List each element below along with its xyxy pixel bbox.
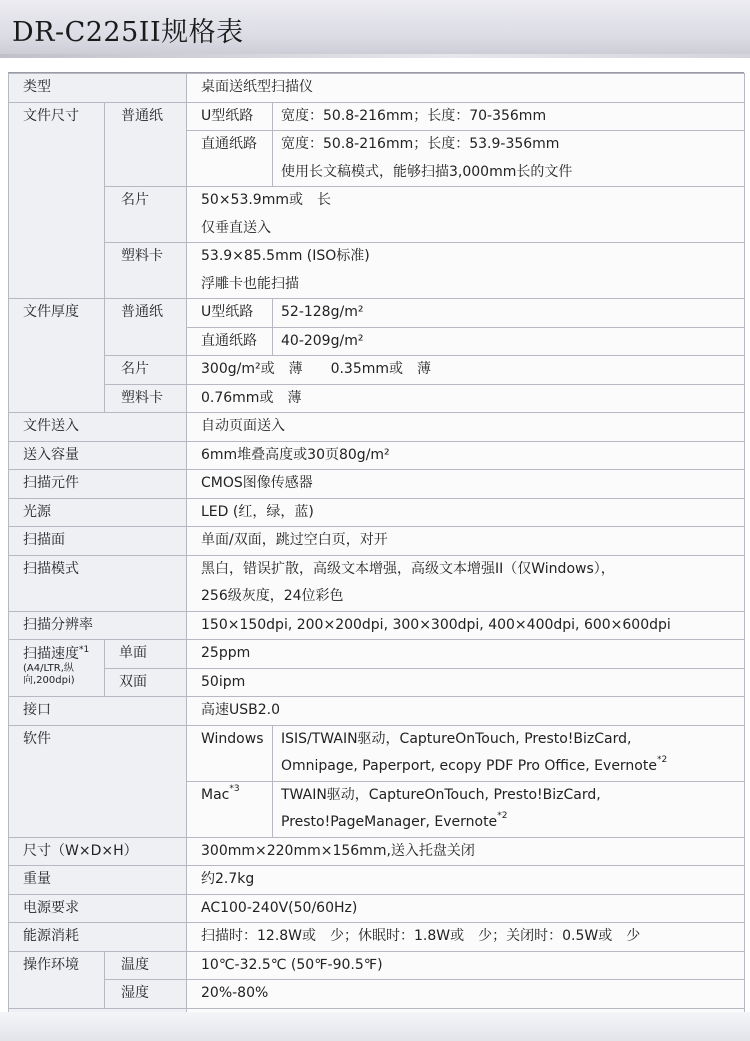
- label-env-temp: 温度: [105, 951, 187, 980]
- value-dimension: 300mm×220mm×156mm,送入托盘关闭: [187, 837, 745, 866]
- label-sensor: 扫描元件: [9, 470, 187, 499]
- label-docsize-card: 名片: [105, 187, 187, 243]
- value-type: 桌面送纸型扫描仪: [187, 74, 745, 103]
- row-light: [9, 498, 745, 527]
- value-software-mac-line2: Presto!PageManager, Evernote: [281, 814, 498, 830]
- software-mac-footnote-mark: *3: [229, 783, 240, 794]
- label-thick-plain: 普通纸: [105, 299, 187, 356]
- value-docsize-plastic2: 浮雕卡也能扫描: [187, 271, 745, 299]
- row-speed-duplex: [9, 668, 745, 697]
- label-docsize-plastic: 塑料卡: [105, 243, 187, 299]
- row-sensor: [9, 470, 745, 499]
- label-light: 光源: [9, 498, 187, 527]
- row-feed: [9, 413, 745, 442]
- value-speed-simplex: 25ppm: [187, 640, 745, 669]
- value-mode-line2: 256级灰度，24位彩色: [201, 588, 344, 604]
- row-dimension: [9, 837, 745, 866]
- label-thick-straight-path: 直通纸路: [187, 327, 273, 356]
- speed-footnote-mark: *1: [79, 645, 90, 655]
- value-software-mac-line2-wrap: [281, 809, 744, 837]
- row-resolution: [9, 611, 745, 640]
- value-thick-u: 52-128g/m²: [273, 299, 745, 328]
- row-env-humidity: [9, 980, 745, 1009]
- label-speed-simplex: 单面: [105, 640, 187, 669]
- value-mode: [187, 555, 745, 611]
- value-docsize-card1: 50×53.9mm或 长: [187, 187, 745, 215]
- value-docsize-card2: 仅垂直送入: [187, 215, 745, 243]
- row-docsize-card1: [9, 187, 745, 215]
- header-bar: [0, 0, 750, 58]
- row-consumption: [9, 923, 745, 952]
- row-weight: [9, 866, 745, 895]
- software-mac-value-footnote-mark: *2: [497, 811, 508, 821]
- row-docsize-u: [9, 102, 745, 131]
- label-weight: 重量: [9, 866, 187, 895]
- label-consumption: 能源消耗: [9, 923, 187, 952]
- spec-table: [8, 73, 745, 1037]
- header-divider: [0, 54, 750, 58]
- value-interface: 高速USB2.0: [187, 697, 745, 726]
- value-env-temp: 10℃-32.5℃ (50℉-90.5℉): [187, 951, 745, 980]
- label-doc-size: 文件尺寸: [9, 102, 105, 299]
- row-capacity: [9, 441, 745, 470]
- value-capacity: 6mm堆叠高度或30页80g/m²: [187, 441, 745, 470]
- value-sensor: CMOS图像传感器: [187, 470, 745, 499]
- value-power: AC100-240V(50/60Hz): [187, 894, 745, 923]
- row-interface: [9, 697, 745, 726]
- software-win-footnote-mark: *2: [656, 755, 668, 765]
- value-resolution: 150×150dpi, 200×200dpi, 300×300dpi, 400×400dpi, 600×600dpi: [187, 611, 745, 640]
- value-software-mac: [273, 781, 745, 837]
- label-docsize-u-path: U型纸路: [187, 102, 273, 131]
- row-power: [9, 894, 745, 923]
- value-software-mac-line1: TWAIN驱动，CaptureOnTouch, Presto!BizCard,: [281, 786, 601, 803]
- label-software: 软件: [9, 725, 187, 837]
- speed-note: (A4/LTR,纵向,200dpi): [23, 663, 75, 686]
- page-title: DR-C225II规格表: [12, 17, 244, 48]
- value-docsize-long: 使用长文稿模式，能够扫描3,000mm长的文件: [273, 159, 745, 187]
- row-thick-plastic: [9, 384, 745, 413]
- label-interface: 接口: [9, 697, 187, 726]
- row-software-win: [9, 725, 745, 781]
- value-docsize-plastic1: 53.9×85.5mm (ISO标准): [187, 243, 745, 271]
- label-type: 类型: [9, 74, 187, 103]
- value-side: 单面/双面，跳过空白页，对开: [187, 527, 745, 556]
- label-docsize-straight-path: 直通纸路: [187, 131, 273, 187]
- label-software-mac-cell: [187, 781, 273, 837]
- value-speed-duplex: 50ipm: [187, 668, 745, 697]
- value-thick-card: 300g/m²或 薄 0.35mm或 薄: [187, 356, 745, 385]
- label-capacity: 送入容量: [9, 441, 187, 470]
- label-mode: 扫描模式: [9, 555, 187, 611]
- label-speed-cell: [9, 640, 105, 697]
- row-docsize-plastic1: [9, 243, 745, 271]
- row-type: [9, 74, 745, 103]
- row-thick-u: [9, 299, 745, 328]
- value-thick-straight: 40-209g/m²: [273, 327, 745, 356]
- label-resolution: 扫描分辨率: [9, 611, 187, 640]
- label-env-humidity: 湿度: [105, 980, 187, 1009]
- label-dimension: 尺寸（W×D×H）: [9, 837, 187, 866]
- label-feed: 文件送入: [9, 413, 187, 442]
- row-side: [9, 527, 745, 556]
- value-feed: 自动页面送入: [187, 413, 745, 442]
- value-software-win-line2: Omnipage, Paperport, ecopy PDF Pro Office, Evernote: [281, 758, 657, 774]
- label-thick-plastic: 塑料卡: [105, 384, 187, 413]
- label-environment: 操作环境: [9, 951, 105, 1008]
- footer-bar: [0, 1012, 750, 1041]
- row-env-temp: [9, 951, 745, 980]
- label-thick-u-path: U型纸路: [187, 299, 273, 328]
- value-software-win-line2-wrap: [281, 753, 744, 781]
- label-doc-thick: 文件厚度: [9, 299, 105, 413]
- row-mode: [9, 555, 745, 611]
- value-thick-plastic: 0.76mm或 薄: [187, 384, 745, 413]
- value-software-windows: [273, 725, 745, 781]
- value-env-humidity: 20%-80%: [187, 980, 745, 1009]
- value-weight: 约2.7kg: [187, 866, 745, 895]
- label-side: 扫描面: [9, 527, 187, 556]
- value-software-win-line1: ISIS/TWAIN驱动，CaptureOnTouch, Presto!BizCard,: [281, 730, 632, 747]
- row-thick-card: [9, 356, 745, 385]
- value-mode-line1: 黑白，错误扩散，高级文本增强，高级文本增强II（仅Windows），: [201, 560, 615, 577]
- label-software-windows: Windows: [187, 725, 273, 781]
- value-docsize-u: 宽度：50.8-216mm；长度：70-356mm: [273, 102, 745, 131]
- label-speed-duplex: 双面: [105, 668, 187, 697]
- label-docsize-plain: 普通纸: [105, 102, 187, 187]
- label-power: 电源要求: [9, 894, 187, 923]
- label-thick-card: 名片: [105, 356, 187, 385]
- row-speed-simplex: [9, 640, 745, 669]
- label-speed: 扫描速度: [23, 646, 79, 662]
- value-docsize-straight: 宽度：50.8-216mm；长度：53.9-356mm: [273, 131, 745, 159]
- value-consumption: 扫描时：12.8W或 少；休眠时：1.8W或 少；关闭时：0.5W或 少: [187, 923, 745, 952]
- label-software-mac: Mac: [201, 786, 230, 803]
- value-light: LED (红，绿，蓝): [187, 498, 745, 527]
